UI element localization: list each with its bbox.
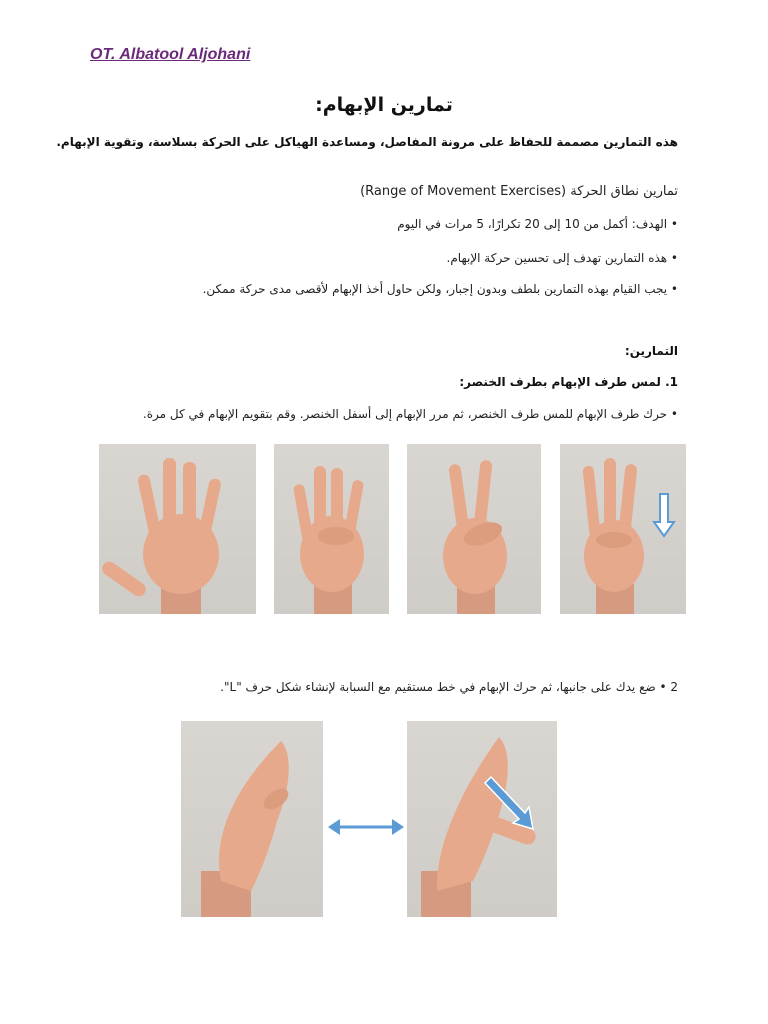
exercise1-title: 1. لمس طرف الإبهام بطرف الخنصر: — [459, 375, 678, 389]
bullet-gently: • يجب القيام بهذه التمارين بلطف وبدون إجبار، ولكن حاول أخذ الإبهام لأقصى مدى حركة ممكن. — [202, 282, 678, 296]
hand-photo-thumb-to-little — [274, 444, 389, 614]
intro-text: هذه التمارين مصممة للحفاظ على مرونة المفاصل، ومساعدة الهياكل على الحركة بسلاسة، وتقوية الإبهام. — [56, 135, 678, 149]
double-arrow-icon — [328, 815, 404, 839]
down-arrow-icon — [654, 494, 674, 536]
hand-photo-side-rest — [181, 721, 323, 917]
hand-photo-thumb-slide — [560, 444, 686, 614]
exercise2-description: 2 • ضع يدك على جانبها، ثم حرك الإبهام في خط مستقيم مع السبابة لإنشاء شكل حرف "L". — [220, 680, 678, 694]
author-name: OT. Albatool Aljohani — [90, 46, 251, 63]
hand-photo-thumb-middle — [407, 444, 541, 614]
exercises-heading: التمارين: — [624, 344, 678, 358]
subheading: تمارين نطاق الحركة (Range of Movement Exercises) — [360, 184, 678, 199]
page-title: تمارين الإبهام: — [315, 94, 453, 116]
bullet-purpose: • هذه التمارين تهدف إلى تحسين حركة الإبهام. — [446, 251, 678, 265]
exercise1-description: • حرك طرف الإبهام للمس طرف الخنصر، ثم مرر الإبهام إلى أسفل الخنصر. وقم بتقويم الإبهام في كل مرة. — [142, 407, 678, 421]
hand-photo-side-L — [407, 721, 557, 917]
bullet-goal: • الهدف: أكمل من 10 إلى 20 تكرارًا، 5 مرات في اليوم — [397, 217, 678, 231]
hand-photo-open — [99, 444, 256, 614]
